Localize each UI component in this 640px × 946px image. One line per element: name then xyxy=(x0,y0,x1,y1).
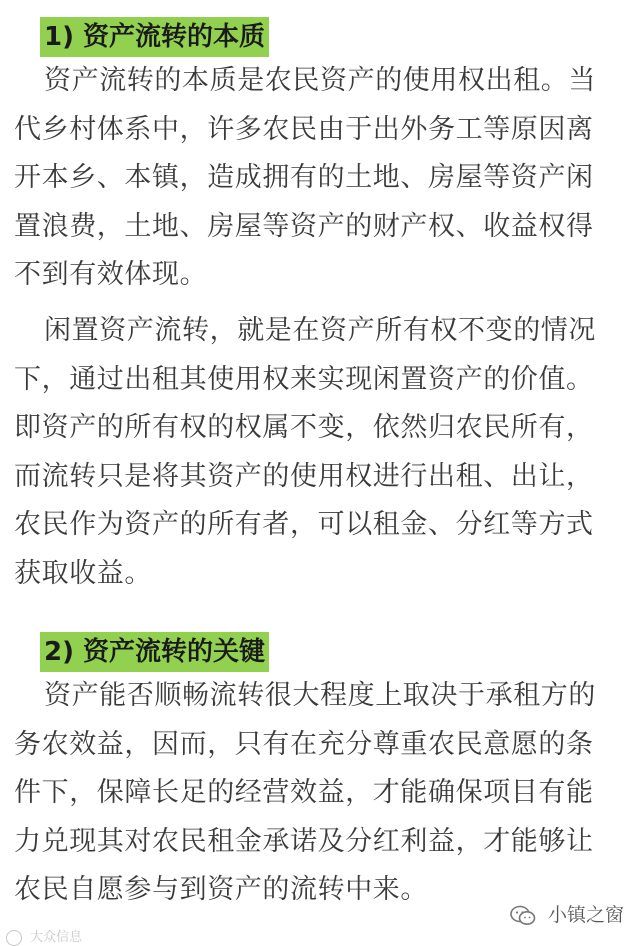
text-line: 农民作为资产的所有者，可以租金、分红等方式 xyxy=(14,509,594,540)
text-line: 不到有效体现。 xyxy=(14,259,208,290)
paragraph-essence xyxy=(14,57,626,300)
text-line: 即资产的所有权的权属不变，依然归农民所有， xyxy=(14,412,594,443)
text-line: 资产流转的本质是农民资产的使用权出租。当 xyxy=(44,65,596,96)
text-line: 力兑现其对农民租金承诺及分红利益，才能够让 xyxy=(14,825,594,857)
text-line: 资产能否顺畅流转很大程度上取决于承租方的 xyxy=(44,680,596,711)
text-line: 开本乡、本镇，造成拥有的土地、房屋等资产闲 xyxy=(14,162,594,193)
text-line: 下，通过出租其使用权来实现闲置资产的价值。 xyxy=(14,363,594,395)
text-line: 而流转只是将其资产的使用权进行出租、出让， xyxy=(14,460,594,492)
text-line: 代乡村体系中，许多农民由于出外务工等原因离 xyxy=(14,113,594,145)
account-name: 小镇之窗 xyxy=(547,904,624,926)
text-line: 务农效益，因而，只有在充分尊重农民意愿的条 xyxy=(14,728,594,760)
text-line: 置浪费，土地、房屋等资产的财产权、收益权得 xyxy=(14,210,594,242)
text-line: 闲置资产流转，就是在资产所有权不变的情况 xyxy=(44,315,596,346)
section-heading-essence: 1) 资产流转的本质 xyxy=(40,17,269,57)
text-line: 件下，保障长足的经营效益，才能确保项目有能 xyxy=(14,777,594,808)
wechat-icon xyxy=(510,905,536,927)
paragraph-key xyxy=(14,672,626,915)
account-watermark xyxy=(510,899,624,931)
text-line: 农民自愿参与到资产的流转中来。 xyxy=(14,874,428,905)
watermark-text: 大众信息 xyxy=(30,930,83,945)
section-heading-key: 2) 资产流转的关键 xyxy=(40,632,269,672)
paragraph-idle-assets xyxy=(14,307,626,598)
logo-icon xyxy=(6,930,22,946)
source-watermark xyxy=(6,926,82,946)
text-line: 获取收益。 xyxy=(14,557,152,589)
